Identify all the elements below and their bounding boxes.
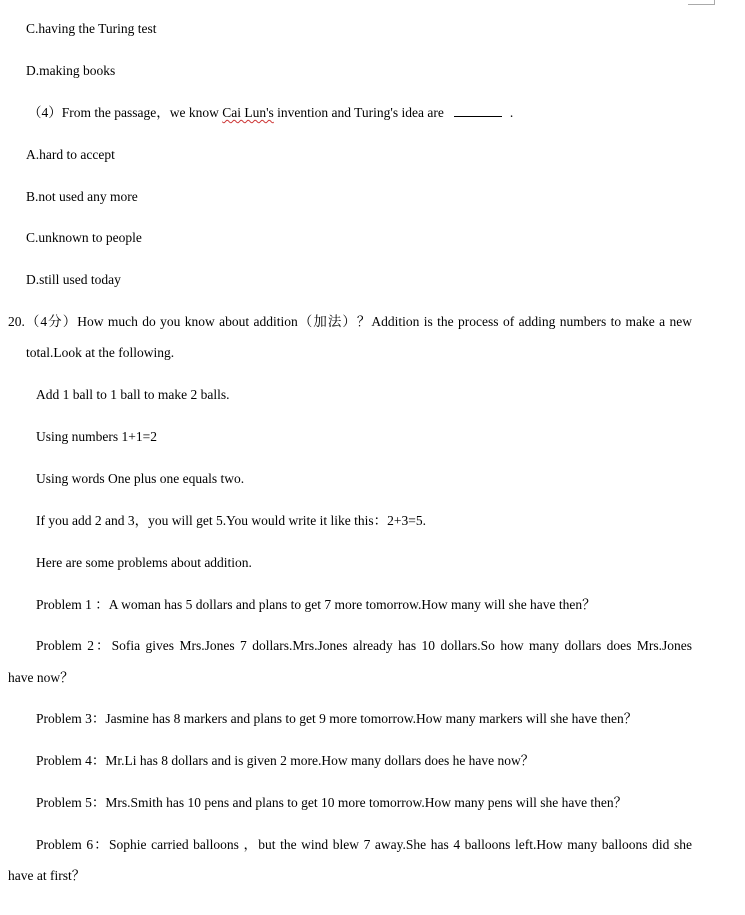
example-words: Using words One plus one equals two.	[36, 471, 245, 486]
answer-blank	[454, 104, 502, 117]
option-b-not-used: B.not used any more	[26, 189, 138, 204]
example-numbers: Using numbers 1+1=2	[36, 429, 157, 444]
spellcheck-word-cai-lun: Cai Lun's	[222, 105, 274, 120]
option-d-still-used: D.still used today	[26, 272, 121, 287]
question-4-stem	[28, 104, 513, 122]
problems-lead: Here are some problems about addition.	[36, 555, 252, 570]
example-add-2-3: If you add 2 and 3，you will get 5.You would write it like this：2+3=5.	[36, 513, 426, 528]
page-corner-mark	[688, 0, 715, 5]
problem-3: Problem 3：Jasmine has 8 markers and plans to get 9 more tomorrow.How many markers will she have then？	[36, 711, 638, 726]
option-a-hard-to-accept: A.hard to accept	[26, 147, 115, 162]
option-c-turing-test: C.having the Turing test	[26, 21, 157, 36]
problem-1: Problem 1 ：A woman has 5 dollars and plans to get 7 more tomorrow.How many will she have then？	[36, 597, 596, 612]
problem-5: Problem 5：Mrs.Smith has 10 pens and plans to get 10 more tomorrow.How many pens will she have then？	[36, 795, 628, 810]
example-balls: Add 1 ball to 1 ball to make 2 balls.	[36, 387, 230, 402]
option-d-making-books: D.making books	[26, 63, 116, 78]
question-20-intro: 20.（4分）How much do you know about addition（加法）？Addition is the process of adding numbers to make a new	[8, 314, 692, 329]
question-4-end: .	[509, 105, 514, 120]
question-4-prefix: （4）From the passage，we know	[28, 105, 223, 120]
problem-2-cont: have now？	[8, 670, 74, 685]
option-c-unknown: C.unknown to people	[26, 230, 142, 245]
problem-2: Problem 2：Sofia gives Mrs.Jones 7 dollars.Mrs.Jones already has 10 dollars.So how many dollars does Mrs.Jones	[36, 638, 692, 653]
problem-6: Problem 6：Sophie carried balloons ，but the wind blew 7 away.She has 4 balloons left.How many balloons did she	[36, 837, 692, 852]
problem-4: Problem 4：Mr.Li has 8 dollars and is given 2 more.How many dollars does he have now？	[36, 753, 535, 768]
problem-6-cont: have at first？	[8, 868, 86, 883]
question-20-intro-cont: total.Look at the following.	[26, 345, 175, 360]
question-4-suffix: invention and Turing's idea are	[273, 105, 444, 120]
